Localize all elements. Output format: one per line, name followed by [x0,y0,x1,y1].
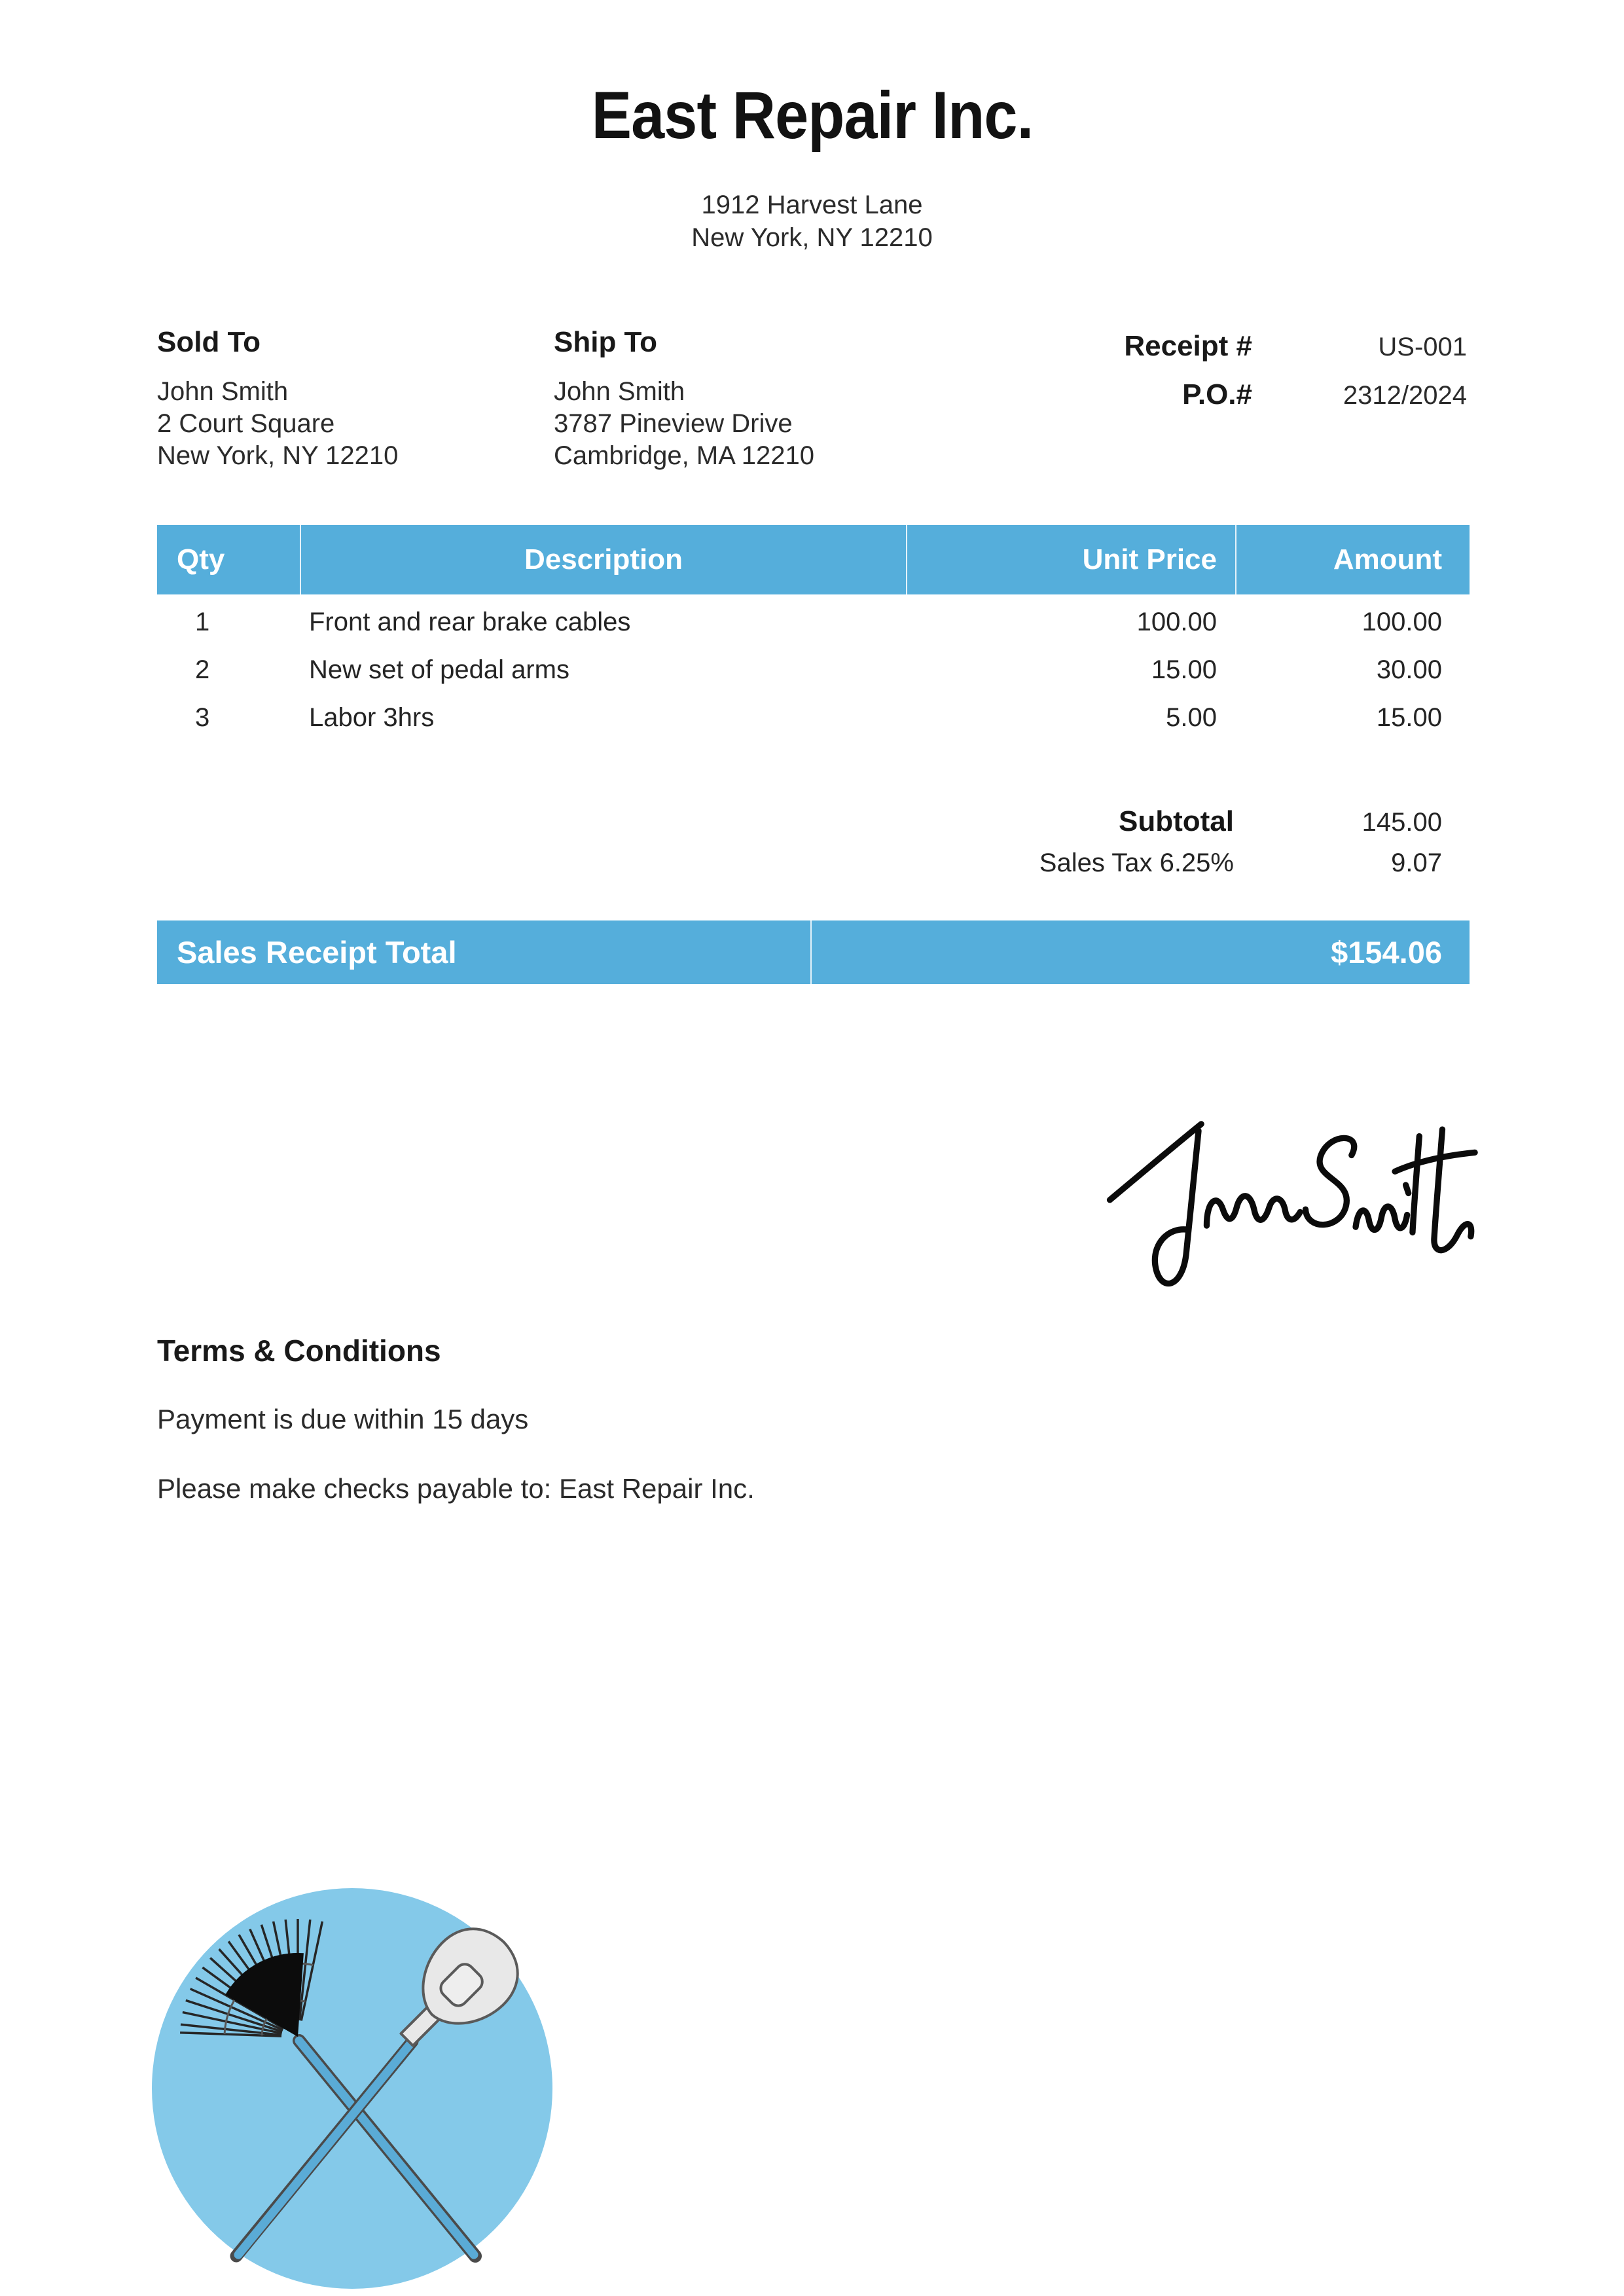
ship-to-street: 3787 Pineview Drive [554,409,793,438]
table-row [157,646,1470,694]
sold-to-block [157,326,398,472]
sold-to-name: John Smith [157,377,289,406]
col-header-unit-price: Unit Price [906,525,1235,594]
signature-john-smith [1100,1082,1492,1307]
total-value: $154.06 [1331,935,1442,970]
sales-tax-label: Sales Tax 6.25% [1039,848,1234,877]
cell-description: Labor 3hrs [309,703,435,732]
po-number-label: P.O.# [1182,378,1252,410]
sales-receipt-total-bar [157,920,1470,984]
total-label: Sales Receipt Total [157,920,812,984]
receipt-meta-block [1021,330,1467,427]
summary-block [157,805,1470,892]
sold-to-heading: Sold To [157,326,261,358]
ship-to-name: John Smith [554,377,685,406]
ship-to-city: Cambridge, MA 12210 [554,441,815,470]
sales-tax-value: 9.07 [1391,848,1442,877]
col-header-description: Description [300,525,906,594]
subtotal-label: Subtotal [1119,805,1234,837]
receipt-number-label: Receipt # [1124,330,1252,362]
receipt-number-value: US-001 [1378,333,1467,361]
ship-to-block [554,326,814,472]
cell-unit-price: 5.00 [1166,703,1217,732]
table-row [157,694,1470,742]
cell-qty: 1 [195,608,210,636]
col-header-amount: Amount [1235,525,1470,594]
terms-block [157,1333,755,1504]
items-table-body [157,598,1470,742]
cell-amount: 15.00 [1376,703,1442,732]
cell-description: New set of pedal arms [309,655,569,684]
table-row [157,598,1470,646]
cell-amount: 30.00 [1376,655,1442,684]
company-name: East Repair Inc. [591,78,1033,153]
terms-heading: Terms & Conditions [157,1334,441,1368]
cell-unit-price: 15.00 [1151,655,1217,684]
col-header-qty: Qty [177,543,225,575]
items-table-header [157,525,1470,594]
ship-to-heading: Ship To [554,326,658,358]
po-number-value: 2312/2024 [1343,381,1467,410]
subtotal-value: 145.00 [1362,808,1442,837]
company-address [0,189,1624,254]
sold-to-street: 2 Court Square [157,409,335,438]
sold-to-city: New York, NY 12210 [157,441,399,470]
cell-qty: 2 [195,655,210,684]
cell-unit-price: 100.00 [1136,608,1217,636]
cell-qty: 3 [195,703,210,732]
cell-amount: 100.00 [1362,608,1442,636]
cell-description: Front and rear brake cables [309,608,631,636]
terms-line-checks: Please make checks payable to: East Repair Inc. [157,1473,755,1504]
terms-line-payment: Payment is due within 15 days [157,1404,529,1434]
company-address-line1: 1912 Harvest Lane [701,191,923,219]
rake-and-shovel-logo-icon [149,1886,555,2291]
company-address-line2: New York, NY 12210 [691,223,933,252]
